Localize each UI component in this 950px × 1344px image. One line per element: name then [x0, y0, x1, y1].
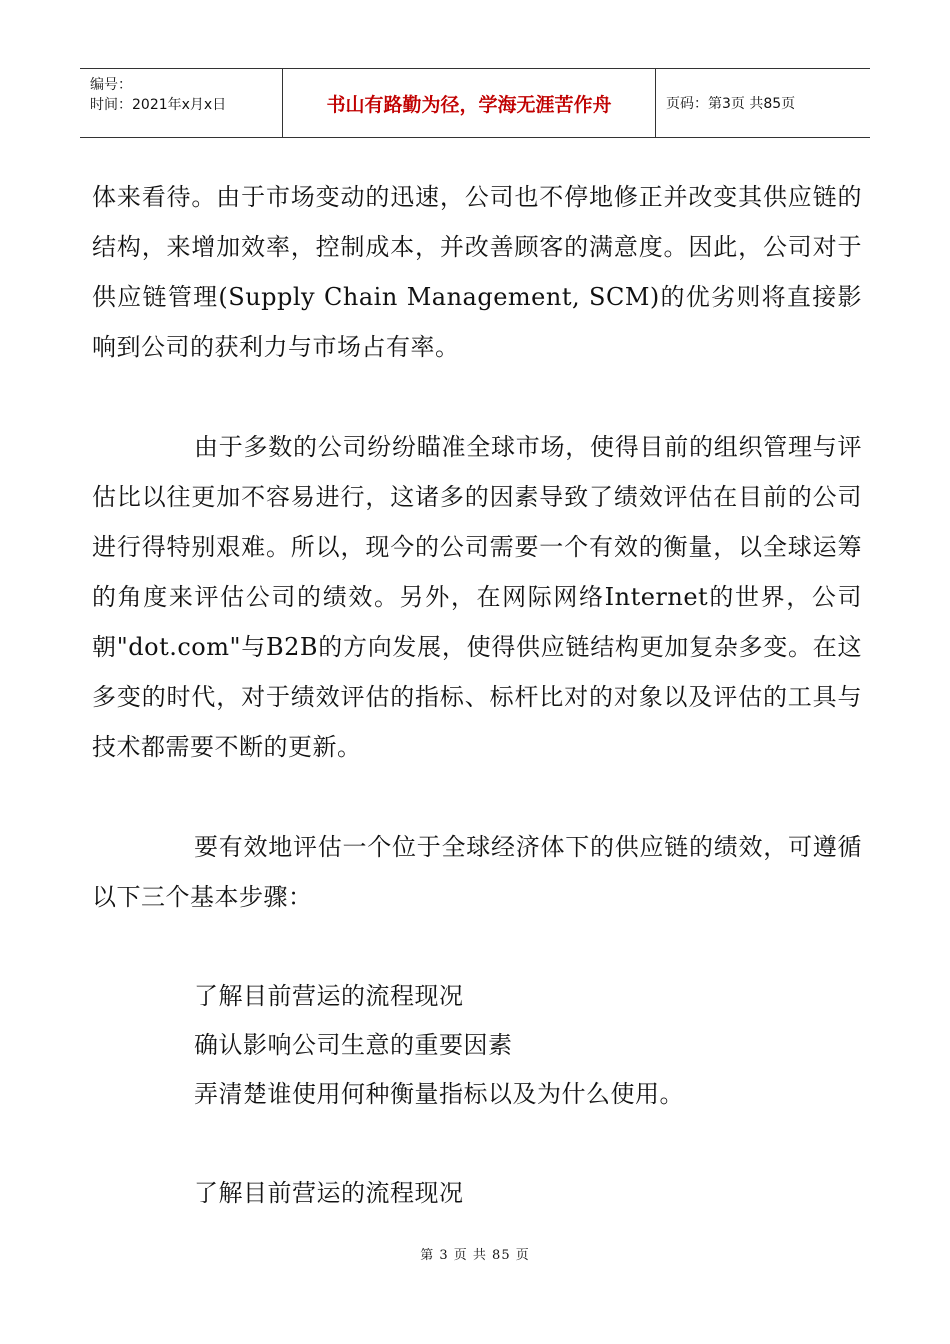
document-number-label: 编号： — [90, 77, 132, 93]
header-motto: 书山有路勤为径，学海无涯苦作舟 — [282, 69, 656, 137]
document-body — [92, 172, 862, 1218]
paragraph-spacer — [92, 372, 862, 422]
list-item: 确认影响公司生意的重要因素 — [194, 1031, 513, 1059]
paragraph-1: 体来看待。由于市场变动的迅速，公司也不停地修正并改变其供应链的结构，来增加效率，控制成本，并改善顾客的满意度。因此，公司对于供应链管理(Supply Chain Management, SCM)的优劣则将直接影响到公司的获利力与市场占有率。 — [92, 183, 862, 361]
list-item: 了解目前营运的流程现况 — [194, 982, 464, 1010]
list-item: 弄清楚谁使用何种衡量指标以及为什么使用。 — [194, 1080, 684, 1108]
steps-list — [92, 972, 862, 1119]
paragraph-spacer — [92, 922, 862, 972]
paragraph-spacer — [92, 1119, 862, 1169]
header-meta — [80, 69, 282, 137]
section-heading: 了解目前营运的流程现况 — [194, 1179, 464, 1207]
header-page-label: 页码：第3页 共85页 — [666, 96, 796, 112]
document-date-label: 时间：2021年x月x日 — [90, 97, 227, 113]
page-header — [80, 68, 870, 138]
paragraph-3: 要有效地评估一个位于全球经济体下的供应链的绩效，可遵循以下三个基本步骤： — [92, 833, 862, 911]
paragraph-2: 由于多数的公司纷纷瞄准全球市场，使得目前的组织管理与评估比以往更加不容易进行，这诸多的因素导致了绩效评估在目前的公司进行得特别艰难。所以，现今的公司需要一个有效的衡量，以全球运筹的角度来评估公司的绩效。另外，在网际网络Internet的世界，公司朝"dot.com"与B2B的方向发展，使得供应链结构更加复杂多变。在这多变的时代，对于绩效评估的指标、标杆比对的对象以及评估的工具与技术都需要不断的更新。 — [92, 433, 862, 761]
page-footer: 第 3 页 共 85 页 — [420, 1248, 530, 1263]
section-heading-wrap — [92, 1169, 862, 1218]
paragraph-spacer — [92, 772, 862, 822]
